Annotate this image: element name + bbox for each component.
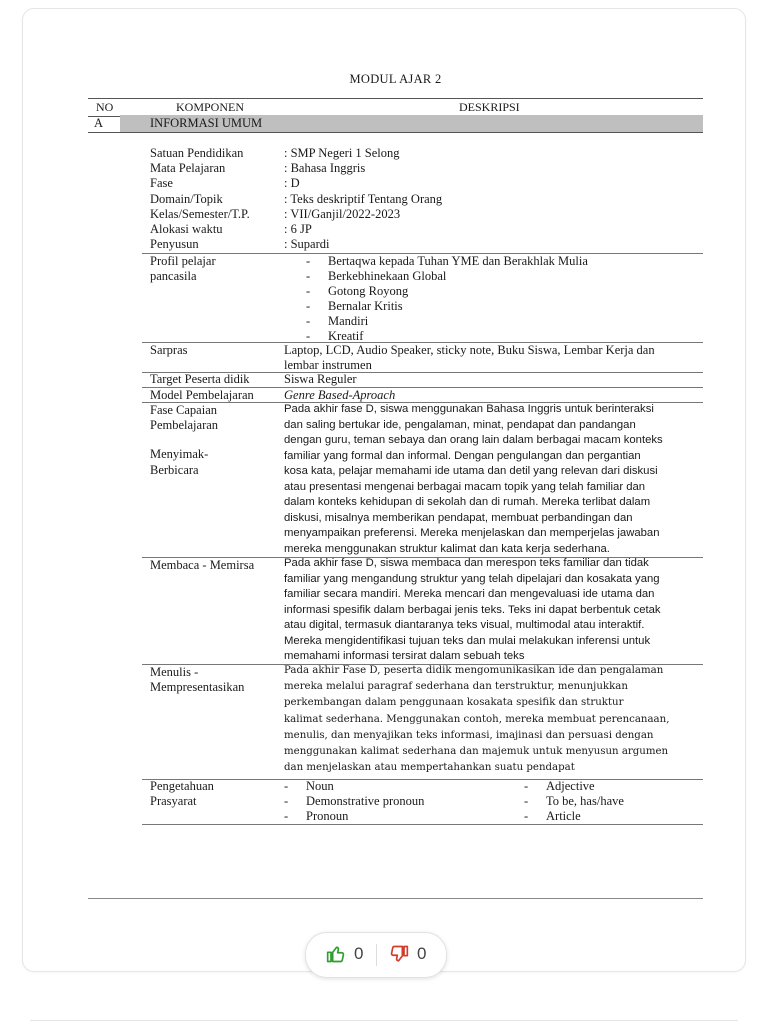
prasyarat-label-line: Pengetahuan [150, 779, 214, 793]
thumbs-down-icon [389, 944, 409, 964]
profil-list [284, 254, 588, 344]
text-line: kosa kata, pelajar memahami ide utama dan detil yang relevan dari diskusi [284, 465, 658, 477]
upvote-count: 0 [354, 944, 364, 963]
info-label: Fase [150, 176, 173, 191]
fase-capaian-label-line: Pembelajaran [150, 418, 219, 433]
info-value: : VII/Ganjil/2022-2023 [284, 206, 401, 221]
model-value: Genre Based-Aproach [284, 388, 396, 402]
prasyarat-left-list [284, 779, 424, 824]
text-line: menggunakan kalimat sederhana dan majemuk untuk menyusun argumen [284, 746, 669, 758]
info-label: Mata Pelajaran [150, 161, 226, 176]
list-item: - Noun [284, 779, 424, 794]
membaca-text [284, 556, 694, 665]
section-row [88, 115, 703, 133]
text-line: familiar yang mengandung struktur yang telah dipelajari dan kosakata yang [284, 572, 660, 585]
page-bottom-rule [88, 898, 703, 899]
list-item: - Gotong Royong [284, 284, 588, 299]
profil-label-line: pancasila [150, 269, 197, 284]
prasyarat-label [150, 779, 214, 809]
downvote-button[interactable] [389, 944, 426, 964]
info-label: Kelas/Semester/T.P. [150, 206, 250, 221]
header-no: NO [96, 100, 114, 114]
info-value: : Teks deskriptif Tentang Orang [284, 191, 443, 206]
list-item: - Berkebhinekaan Global [284, 269, 588, 284]
document-title: MODUL AJAR 2 [349, 72, 442, 86]
text-line: atau presentasi mengenai berbagai macam topik yang telah familiar dan [284, 480, 646, 493]
header-komponen: KOMPONEN [176, 100, 245, 114]
header-deskripsi: DESKRIPSI [459, 100, 520, 114]
sarpras-value [284, 343, 655, 373]
info-value: : 6 JP [284, 222, 312, 237]
vote-widget [305, 932, 447, 978]
text-line: dengan guru, teman sebaya dan orang lain dalam berbagai macam konteks [284, 434, 663, 446]
menulis-label [150, 665, 244, 695]
thumbs-up-icon [326, 944, 346, 964]
text-line: Mereka mengidentifikasi tujuan teks dan mulai melakukan inferensi untuk [284, 634, 651, 647]
list-item: - Adjective [524, 779, 624, 794]
fase-capaian-label-line: Fase Capaian [150, 403, 217, 417]
text-line: menyampaikan preferensi. Mereka menjelaskan dan memperjelas jawaban [284, 527, 660, 539]
profil-label [150, 254, 216, 284]
info-value: : D [284, 176, 300, 191]
profil-label-line: Profil pelajar [150, 254, 216, 268]
menulis-label-line: Mempresentasikan [150, 680, 245, 695]
info-value: : Supardi [284, 237, 330, 252]
text-line: Pada akhir fase D, siswa membaca dan merespon teks familiar dan tidak [284, 557, 649, 569]
divider [142, 824, 703, 825]
text-line: familiar yang formal dan informal. Dengan pengulangan dan pergantian [284, 449, 641, 462]
section-title: INFORMASI UMUM [150, 116, 263, 130]
text-line: kalimat sederhana. Menggunakan contoh, mereka membuat perencanaan, [284, 713, 670, 725]
target-label: Target Peserta didik [150, 372, 250, 386]
model-label: Model Pembelajaran [150, 388, 254, 402]
section-bar [120, 115, 703, 132]
info-labels [150, 146, 250, 252]
info-label: Alokasi waktu [150, 222, 223, 237]
menyimak-label-line: Berbicara [150, 462, 199, 477]
fase-capaian-text [284, 402, 694, 557]
menulis-text [284, 663, 694, 776]
text-line: memahami informasi tersirat dalam sebuah teks [284, 650, 525, 662]
downvote-count: 0 [417, 944, 427, 963]
info-label: Satuan Pendidikan [150, 146, 244, 160]
footer-divider [30, 1020, 738, 1021]
document-page [88, 0, 703, 900]
sarpras-line: Laptop, LCD, Audio Speaker, sticky note, Buku Siswa, Lembar Kerja dan [284, 343, 655, 357]
text-line: atau digital, termasuk diantaranya teks visual, multimodal atau interaktif. [284, 619, 645, 631]
list-item: - Pronoun [284, 809, 424, 824]
text-line: dan menjelaskan atau mempertahankan suatu pendapat [284, 762, 575, 774]
text-line: Pada akhir fase D, siswa menggunakan Bahasa Inggris untuk berinteraksi [284, 403, 654, 415]
prasyarat-right-list [524, 779, 624, 824]
text-line: mereka menggunakan struktur kalimat dan kata kerja sederhana. [284, 542, 610, 555]
sarpras-label: Sarpras [150, 343, 188, 357]
info-values [284, 146, 442, 252]
text-line: Pada akhir Fase D, peserta didik mengomunikasikan ide dan pengalaman [284, 665, 664, 676]
text-line: familiar secara mandiri. Mereka mencari dan mengevaluasi ide utama dan [284, 588, 655, 600]
vote-separator [376, 944, 377, 966]
menyimak-label-line: Menyimak- [150, 447, 209, 462]
list-item: - Bertaqwa kepada Tuhan YME dan Berakhlak Mulia [284, 254, 588, 269]
list-item: - Article [524, 809, 624, 824]
list-item: - Demonstrative pronoun [284, 794, 424, 809]
info-label: Domain/Topik [150, 191, 223, 206]
info-value: : Bahasa Inggris [284, 161, 366, 176]
text-line: dan saling bertukar ide, pengalaman, minat, pendapat dan pandangan [284, 418, 636, 431]
list-item: - Bernalar Kritis [284, 299, 588, 314]
text-line: diskusi, misalnya memberikan pendapat, membuat perbandingan dan [284, 511, 633, 524]
text-line: dalam konteks kehidupan di sekolah dan di rumah. Mereka terlibat dalam [284, 496, 651, 508]
text-line: perkembangan dalam penggunaan kosakata spesifik dan struktur [284, 697, 624, 709]
list-item: - Kreatif [284, 329, 588, 344]
info-label: Penyusun [150, 237, 199, 252]
membaca-label: Membaca - Memirsa [150, 558, 255, 572]
target-value: Siswa Reguler [284, 372, 357, 386]
text-line: mereka melalui paragraf sederhana dan terstruktur, menunjukkan [284, 681, 628, 693]
upvote-button[interactable] [326, 944, 363, 964]
sarpras-line: lembar instrumen [284, 358, 372, 373]
list-item: - To be, has/have [524, 794, 624, 809]
menulis-label-line: Menulis - [150, 665, 199, 679]
list-item: - Mandiri [284, 314, 588, 329]
text-line: menulis, dan menyajikan teks informasi, imajinasi dan persuasi dengan [284, 729, 654, 741]
info-value: : SMP Negeri 1 Selong [284, 146, 400, 160]
section-letter: A [94, 116, 104, 130]
text-line: informasi spesifik dalam berbagai jenis teks. Teks ini dapat berbentuk cetak [284, 603, 661, 616]
fase-capaian-label [150, 403, 218, 478]
prasyarat-label-line: Prasyarat [150, 794, 197, 809]
